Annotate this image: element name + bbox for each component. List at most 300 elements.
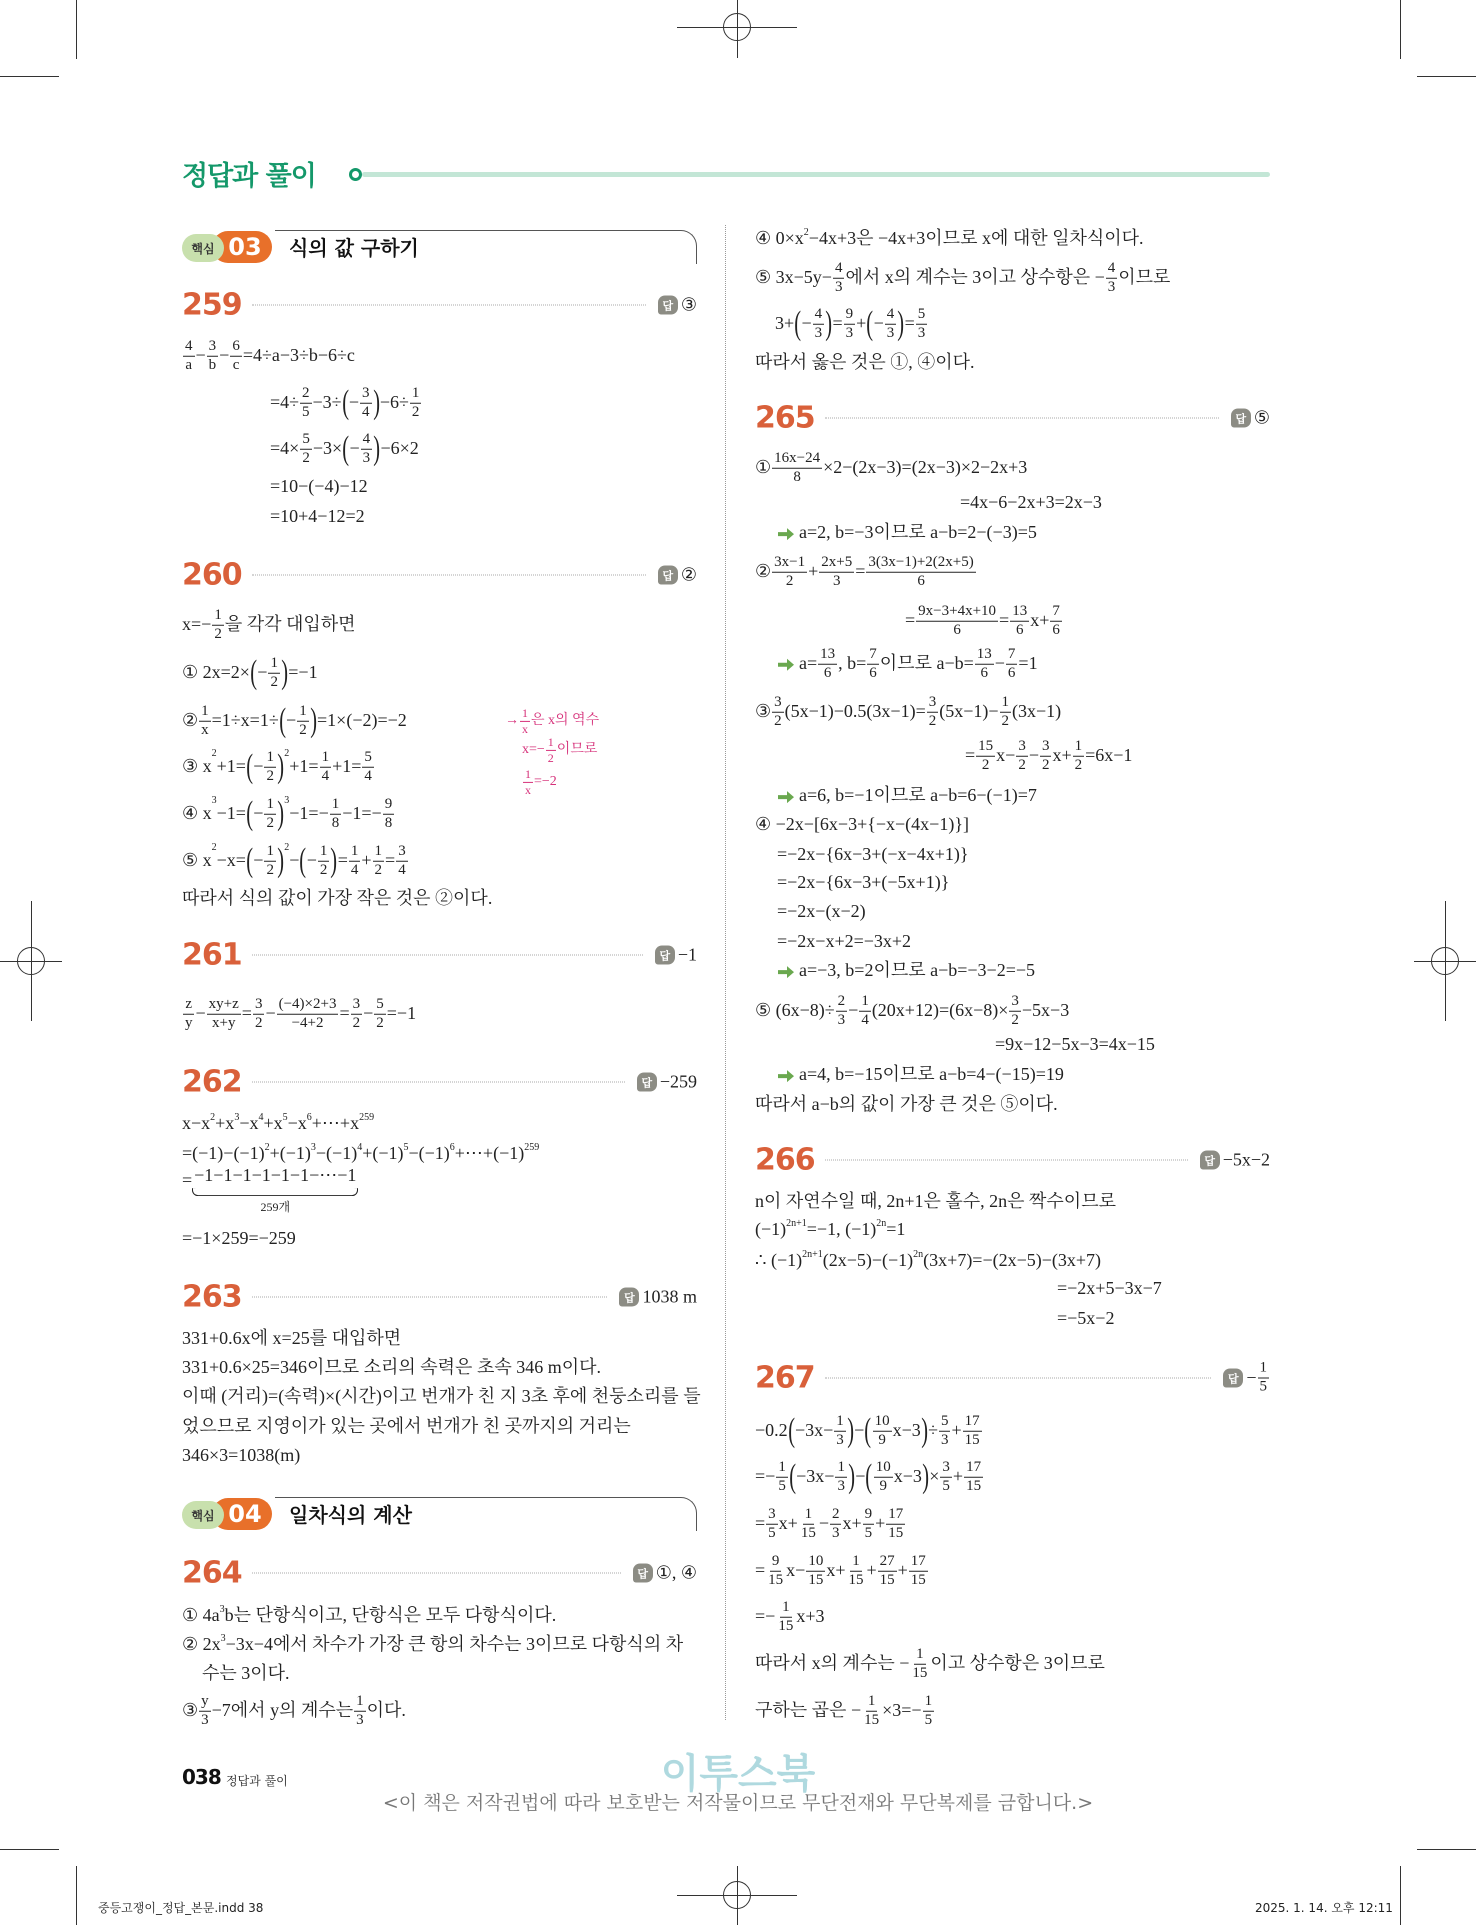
numerator: xy+z — [207, 997, 241, 1015]
denominator: 15 — [888, 1524, 904, 1541]
solution-line — [182, 1635, 683, 1655]
leader-dots — [252, 955, 643, 956]
math-text: −x — [287, 1113, 307, 1134]
numerator: 1 — [297, 704, 309, 722]
solution-line — [270, 477, 368, 497]
exponent: 3 — [219, 1604, 225, 1616]
solution-line — [182, 1165, 358, 1214]
fraction — [910, 1647, 929, 1682]
math-text: −3x− — [796, 1466, 835, 1487]
denominator: 15 — [879, 1571, 895, 1588]
numerator: 4 — [833, 261, 845, 279]
denominator: 2 — [254, 1014, 263, 1031]
math-text: =9x−12−5x−3=4x−15 — [995, 1034, 1155, 1055]
side-note — [505, 707, 599, 735]
fraction — [297, 704, 309, 739]
denominator: y — [185, 1014, 193, 1031]
solution-line — [270, 507, 365, 527]
denominator: 8 — [384, 814, 393, 831]
answer-value — [681, 295, 697, 316]
math-text: (−1) — [755, 1219, 787, 1240]
math-text: =−1×259=−259 — [182, 1228, 296, 1249]
exponent: 2 — [211, 747, 217, 759]
math-text: − — [253, 756, 264, 777]
problem-number: 265 — [755, 400, 815, 436]
fraction — [1040, 739, 1052, 774]
math-text: +⋯+x — [311, 1113, 360, 1134]
numerator: 9x−3+4x+10 — [916, 604, 998, 622]
fraction — [183, 997, 195, 1032]
denominator: 3 — [356, 1711, 364, 1728]
fraction — [1073, 739, 1085, 774]
arrow-right-icon — [777, 789, 795, 803]
exponent: 2 — [284, 747, 290, 759]
numerator: 4 — [1106, 261, 1118, 279]
math-text: x− — [996, 745, 1016, 766]
math-text: ⑤ — [1253, 407, 1270, 428]
math-text: ③ — [680, 294, 697, 315]
math-text: ① 4a — [182, 1605, 220, 1626]
fraction — [199, 1694, 211, 1729]
math-text: 346×3=1038(m) — [182, 1445, 301, 1466]
denominator: 3 — [834, 278, 843, 295]
solution-line — [755, 1554, 929, 1589]
problem-number: 263 — [182, 1279, 242, 1315]
denominator: 2 — [1011, 1011, 1019, 1028]
denominator: 6 — [917, 572, 925, 589]
denominator: −4+2 — [291, 1014, 324, 1031]
leader-dots — [825, 1378, 1212, 1379]
fraction — [976, 739, 995, 774]
numerator: 1 — [1073, 739, 1085, 757]
math-text: +(−1) — [269, 1143, 311, 1164]
answer-value — [1246, 1361, 1270, 1396]
page-label: 정답과 풀이 — [226, 1774, 288, 1788]
solution-line — [755, 1220, 905, 1240]
solution-line — [182, 1387, 701, 1407]
arrow-right-icon — [777, 657, 795, 671]
denominator: 2 — [374, 861, 383, 878]
exponent: 6 — [449, 1142, 455, 1154]
math-text: 수는 3이다. — [202, 1663, 290, 1684]
numerator: 13 — [818, 647, 837, 665]
solution-line — [755, 1251, 1101, 1271]
parenthesis: ) — [922, 1458, 929, 1495]
math-text: − — [286, 710, 297, 731]
denominator: 4 — [350, 861, 359, 878]
math-text: − — [855, 1466, 866, 1487]
fraction — [813, 307, 825, 342]
solution-line — [182, 1229, 296, 1249]
solution-line — [182, 889, 492, 909]
math-text: =(−1)−(−1) — [182, 1143, 265, 1164]
fraction — [396, 844, 408, 879]
numerator: 3(3x−1)+2(2x+5) — [866, 555, 975, 573]
solution-line — [182, 1358, 601, 1378]
math-text: ÷ — [928, 1420, 938, 1441]
math-text: (5x−1)−0.5(3x−1)= — [784, 701, 926, 722]
answer-badge-icon: 답 — [655, 946, 675, 965]
numerator: 1 — [410, 386, 422, 404]
denominator: 2 — [266, 767, 274, 784]
parenthesis: ) — [281, 654, 288, 691]
fraction — [207, 997, 241, 1032]
denominator: 2 — [302, 449, 310, 466]
math-text: −1=− — [289, 803, 329, 824]
math-text: x+ — [1052, 745, 1072, 766]
solution-line — [755, 695, 1061, 730]
math-text: =4÷ — [270, 392, 300, 413]
numerator: 9 — [844, 307, 856, 325]
denominator: 3 — [917, 324, 926, 341]
numerator: 4 — [813, 307, 825, 325]
math-text: a=4, b=−15이므로 a−b=4−(−15)=19 — [799, 1064, 1064, 1085]
problem-header-263 — [182, 1280, 697, 1315]
math-text: − — [801, 313, 812, 334]
denominator: 3 — [837, 1477, 845, 1494]
denominator: x+y — [211, 1014, 236, 1031]
math-text: −6÷ — [379, 392, 409, 413]
fraction — [766, 1554, 785, 1589]
fraction — [963, 1414, 982, 1449]
crop-mark — [1400, 0, 1401, 59]
math-text: −5x−2 — [1222, 1149, 1270, 1170]
fraction — [846, 1554, 865, 1589]
fraction — [863, 1507, 875, 1542]
numerator: 1 — [268, 656, 280, 674]
math-text: − — [348, 392, 360, 413]
math-text: = — [832, 313, 843, 334]
crop-mark — [1417, 1849, 1476, 1850]
denominator: 6 — [1007, 664, 1016, 681]
denominator: 2 — [411, 403, 420, 420]
math-text: b는 단항식이고, 단항식은 모두 다항식이다. — [224, 1605, 557, 1626]
numerator: 2 — [830, 1507, 842, 1525]
fraction — [964, 1460, 983, 1495]
math-text: +x — [263, 1113, 283, 1134]
math-text: x=− — [522, 742, 545, 758]
answer-badge-icon: 답 — [633, 1564, 653, 1583]
parenthesis: ( — [246, 795, 254, 832]
problem-header-267 — [755, 1361, 1270, 1396]
arrow-right-icon — [777, 964, 795, 978]
math-text: =4× — [270, 438, 300, 459]
math-text: =−2x−{6x−3+(−5x+1)} — [777, 872, 950, 893]
fraction — [349, 844, 361, 879]
denominator: 2 — [928, 712, 937, 729]
problem-number: 260 — [182, 557, 242, 593]
fraction — [264, 750, 276, 785]
math-text: − — [253, 850, 264, 871]
math-text: −(−1) — [315, 1143, 358, 1164]
math-text: 3+ — [775, 313, 795, 334]
math-text: =4÷a−3÷b−6÷c — [242, 345, 355, 366]
numerator: 27 — [878, 1554, 897, 1572]
exponent: 3 — [310, 1142, 316, 1154]
solution-line — [182, 339, 355, 374]
math-text: −(−1) — [408, 1143, 450, 1164]
numerator: 17 — [909, 1554, 928, 1572]
math-text: − — [289, 850, 300, 871]
fraction — [330, 797, 342, 832]
fraction — [277, 997, 339, 1032]
math-text: x−x — [182, 1113, 211, 1134]
fraction — [772, 451, 822, 486]
parenthesis: ( — [246, 748, 254, 785]
math-text: ② — [755, 561, 772, 582]
math-text: ④ −2x−[6x−3+{−x−(4x−1)}] — [755, 814, 969, 835]
title-rule — [362, 172, 1270, 177]
math-text: − — [265, 1003, 276, 1024]
fraction — [834, 1414, 846, 1449]
fraction — [264, 797, 276, 832]
fraction — [183, 339, 195, 374]
denominator: 9 — [878, 1431, 886, 1448]
solution-line — [777, 1065, 1064, 1085]
fraction — [806, 1554, 825, 1589]
problem-header-261 — [182, 938, 697, 973]
math-text: ② — [680, 564, 697, 585]
solution-line — [960, 493, 1102, 513]
answer-badge-icon: 답 — [619, 1288, 639, 1307]
math-text: ⑤ (6x−8)÷ — [755, 1000, 835, 1021]
math-text: − — [994, 653, 1005, 674]
math-text: −259 — [659, 1071, 697, 1092]
solution-line — [755, 261, 1170, 296]
denominator: 15 — [964, 1431, 980, 1448]
solution-line — [182, 1329, 401, 1349]
math-text: ④ 0×x — [755, 228, 804, 249]
math-text: =−2x+5−3x−7 — [1057, 1278, 1162, 1299]
fraction — [318, 844, 330, 879]
parenthesis: ( — [278, 702, 286, 739]
leader-dots — [252, 1082, 625, 1083]
fraction — [361, 432, 373, 467]
denominator: 3 — [814, 324, 823, 341]
numerator: 5 — [374, 997, 386, 1015]
denominator: 4 — [861, 1011, 869, 1028]
math-text: ×2−(2x−3)=(2x−3)×2−2x+3 — [823, 457, 1028, 478]
numerator: 7 — [1050, 604, 1062, 622]
math-text: = — [385, 850, 396, 871]
numerator: 10 — [806, 1554, 825, 1572]
numerator: 3 — [940, 1460, 952, 1478]
problem-header-260 — [182, 558, 697, 593]
denominator: 2 — [299, 721, 307, 738]
solution-line — [182, 794, 395, 832]
registration-mark-top — [677, 0, 797, 60]
solution-line — [755, 1192, 1116, 1212]
numerator: 17 — [963, 1414, 982, 1432]
fraction — [1016, 739, 1028, 774]
solution-line — [777, 961, 1035, 981]
denominator: 3 — [362, 449, 371, 466]
fraction — [836, 994, 848, 1029]
denominator: 3 — [833, 572, 841, 589]
math-text: 이고 상수항은 3이므로 — [930, 1653, 1105, 1674]
numerator: 3 — [1040, 739, 1052, 757]
numerator: 3 — [360, 386, 372, 404]
fraction — [373, 844, 385, 879]
solution-line — [755, 994, 1069, 1029]
print-timestamp: 2025. 1. 14. 오후 12:11 — [1255, 1901, 1393, 1915]
denominator: 6 — [823, 664, 832, 681]
math-text: =1×(−2)=−2 — [317, 710, 407, 731]
numerator: 1 — [199, 704, 211, 722]
denominator: 2 — [1041, 756, 1050, 773]
exponent: 4 — [357, 1142, 363, 1154]
math-text: −4x+3은 −4x+3이므로 x에 대한 일차식이다. — [808, 228, 1144, 249]
numerator: 17 — [886, 1507, 905, 1525]
numerator: 3 — [1009, 994, 1021, 1012]
numerator: 1 — [1000, 695, 1012, 713]
math-text: +1= — [289, 756, 319, 777]
answer-badge-icon: 답 — [1223, 1369, 1243, 1388]
math-text: (3x−1) — [1012, 701, 1062, 722]
leader-dots — [825, 418, 1219, 419]
fraction — [212, 608, 224, 643]
denominator: 3 — [837, 1011, 846, 1028]
publisher-logo: 이투스북 — [660, 1751, 816, 1797]
crop-mark — [1400, 1866, 1401, 1925]
numerator: 1 — [318, 844, 330, 862]
math-text: ⑤ 3x−5y− — [755, 267, 832, 288]
fraction — [844, 307, 856, 342]
denominator: x — [522, 721, 528, 736]
math-text: =− — [755, 1466, 776, 1487]
fraction — [923, 1694, 935, 1729]
fraction — [799, 1507, 818, 1542]
parenthesis: ( — [866, 305, 874, 342]
parenthesis: ) — [848, 1458, 856, 1495]
parenthesis: ( — [342, 430, 350, 467]
leader-dots — [252, 1573, 621, 1574]
math-text: 331+0.6×25=346이므로 소리의 속력은 초속 346 m이다. — [182, 1357, 601, 1378]
numerator: 10 — [873, 1414, 892, 1432]
math-text: = — [241, 1003, 252, 1024]
numerator: 1 — [834, 1414, 846, 1432]
fraction — [268, 656, 280, 691]
math-text: =−2x−{6x−3+(−x−4x+1)} — [777, 844, 969, 865]
fraction — [374, 997, 386, 1032]
problem-number: 262 — [182, 1064, 242, 1100]
exponent: 5 — [282, 1112, 288, 1124]
denominator: 3 — [886, 324, 895, 341]
numerator: 1 — [914, 1647, 926, 1665]
exponent: 2 — [803, 227, 809, 239]
answer-value — [642, 1287, 697, 1308]
numerator: 5 — [916, 307, 928, 325]
math-text: =−2x−(x−2) — [777, 901, 866, 922]
solution-line — [755, 229, 1144, 249]
arrow-right-icon — [777, 1068, 795, 1082]
fraction — [1050, 604, 1062, 639]
denominator: 4 — [364, 767, 372, 784]
math-text: =1÷x=1÷ — [211, 710, 279, 731]
numerator: 3 — [351, 997, 363, 1015]
solution-line — [995, 1035, 1155, 1055]
math-text: (3x+7)=−(2x−5)−(3x+7) — [923, 1250, 1102, 1271]
math-text: x+ — [1030, 610, 1050, 631]
numerator: 2x+5 — [819, 555, 854, 573]
exponent: 3 — [211, 794, 217, 806]
answer-badge-icon: 답 — [637, 1073, 657, 1092]
fraction — [300, 432, 312, 467]
numerator: 3 — [927, 695, 939, 713]
numerator: 1 — [850, 1554, 862, 1572]
parenthesis: ( — [246, 842, 254, 879]
numerator: 1 — [522, 705, 528, 720]
denominator: 5 — [942, 1477, 950, 1494]
parenthesis: ) — [372, 384, 380, 421]
numerator: 9 — [863, 1507, 875, 1525]
leader-dots — [825, 1160, 1188, 1161]
denominator: 5 — [864, 1524, 873, 1541]
denominator: 2 — [270, 673, 278, 690]
exponent: 2 — [264, 1142, 270, 1154]
problem-number: 266 — [755, 1142, 815, 1178]
solution-line — [182, 656, 318, 691]
solution-line — [777, 786, 1037, 806]
denominator: 2 — [376, 1014, 384, 1031]
exponent: 3 — [284, 794, 290, 806]
brace-label: 259개 — [260, 1199, 291, 1214]
fraction — [766, 1507, 778, 1542]
exponent: 2n — [913, 1249, 924, 1261]
denominator: 15 — [912, 1664, 928, 1681]
math-text: − — [854, 1420, 865, 1441]
numerator: 3 — [396, 844, 408, 862]
math-text: =1 — [886, 1219, 906, 1240]
solution-line — [182, 841, 409, 879]
arrow-right-icon — [777, 526, 795, 540]
math-text: + — [897, 1560, 908, 1581]
solution-line — [755, 1095, 1058, 1115]
fraction — [866, 555, 975, 590]
math-text: ③ x — [182, 756, 212, 777]
solution-line — [182, 1144, 539, 1164]
parenthesis: ( — [865, 1458, 873, 1495]
fraction — [1006, 647, 1018, 682]
numerator: 2 — [300, 386, 312, 404]
math-text: =10−(−4)−12 — [270, 476, 368, 497]
solution-line — [777, 902, 866, 922]
fraction — [772, 695, 784, 730]
denominator: 5 — [302, 403, 310, 420]
math-text: = — [755, 1513, 766, 1534]
math-text: ③ — [755, 701, 772, 722]
math-text: −3x−4에서 차수가 가장 큰 항의 차수는 3이므로 다항식의 차 — [225, 1634, 684, 1655]
solution-line — [182, 997, 416, 1032]
math-text: +x — [215, 1113, 235, 1134]
brace-icon — [192, 1188, 358, 1196]
fraction — [300, 386, 312, 421]
numerator: 7 — [1006, 647, 1018, 665]
fraction — [351, 997, 363, 1032]
numerator: 1 — [264, 750, 276, 768]
math-text: −3x− — [794, 1420, 834, 1441]
parenthesis: ) — [373, 430, 381, 467]
fraction — [1009, 994, 1021, 1029]
solution-line — [965, 739, 1132, 774]
denominator: 6 — [980, 664, 989, 681]
numerator: 1 — [354, 1694, 366, 1712]
solution-line — [755, 1600, 824, 1635]
math-text: + — [866, 1560, 877, 1581]
answer-value — [1254, 408, 1270, 429]
math-text: 을 각각 대입하면 — [224, 614, 356, 635]
solution-line — [755, 1694, 935, 1729]
